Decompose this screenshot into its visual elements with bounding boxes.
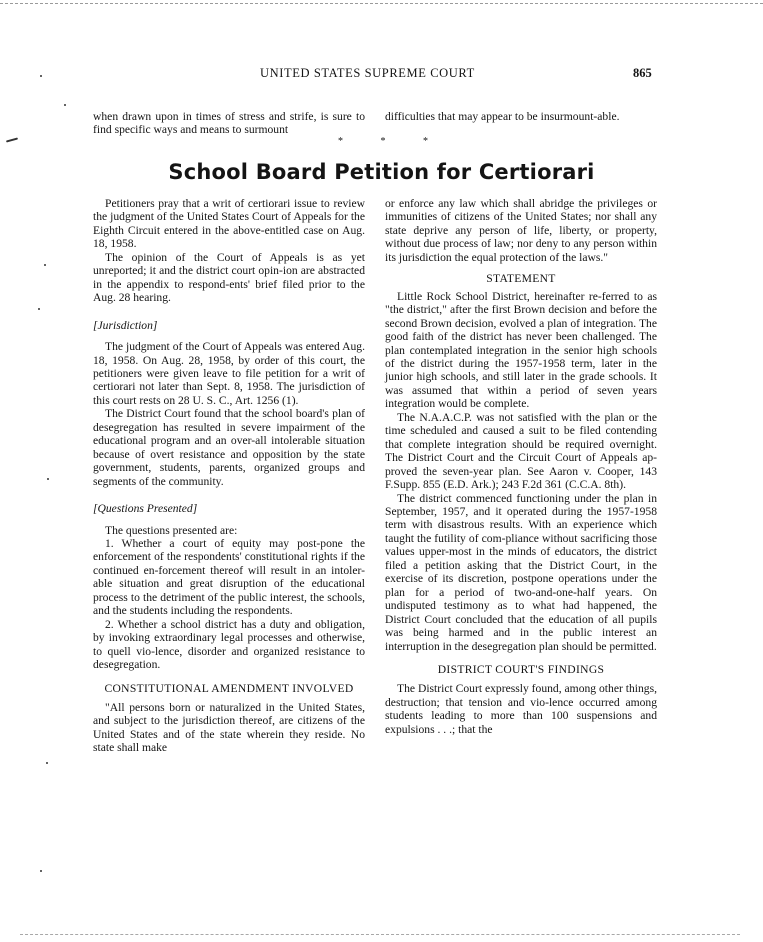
scan-mark — [6, 137, 18, 142]
scan-speck — [44, 264, 46, 266]
page-number: 865 — [633, 66, 652, 80]
paragraph: The questions presented are: — [105, 523, 238, 537]
findings-heading: DISTRICT COURT'S FINDINGS — [437, 662, 605, 676]
running-title: UNITED STATES SUPREME COURT — [260, 66, 475, 80]
jurisdiction-heading: [Jurisdiction] — [93, 318, 158, 332]
scan-speck — [47, 478, 49, 480]
bottom-dashed-border — [20, 934, 740, 935]
paragraph: Petitioners pray that a writ of certiorari issue to review the judgment of the United States Court of Appeals for the Eighth Circuit entered in the above-entitled case on Aug. 18, 1958. — [93, 197, 365, 251]
paragraph: Little Rock School District, hereinafter re-ferred to as "the district," after the first Brown decision and before the second Brown decision, evolved a plan of integration. The good faith of the district has never been challenged. The plan contemplated integration in the senior high schools of the district during the 1957-1958 term, later in the junior high schools, and still later in the grade schools. It was assumed that within a period of seven years integration would be complete. — [385, 289, 657, 411]
scan-speck — [40, 870, 42, 872]
left-column — [93, 197, 365, 755]
separator-star: * — [338, 136, 343, 147]
top-right-continuation — [385, 110, 657, 123]
paragraph: "All persons born or naturalized in the United States, and subject to the jurisdiction thereof, are citizens of the United States and of the state wherein they reside. No state shall make — [93, 700, 365, 755]
paragraph: or enforce any law which shall abridge the privileges or immunities of citizens of the United States; nor shall any state deprive any person of life, liberty, or property, without due process of law; nor deny to any person within its jurisdiction the equal protection of the laws." — [385, 197, 657, 264]
top-left-text: when drawn upon in times of stress and strife, is sure to find specific ways and means to surmount — [93, 110, 365, 137]
paragraph: The District Court found that the school board's plan of desegregation has resulted in severe impairment of the educational program and an over-all intolerable situation because of overt resistance and opposition by the state government, students, parents, organized groups and segments of the community. — [93, 407, 365, 488]
separator-star: * — [423, 136, 428, 147]
right-column — [385, 197, 657, 736]
section-separator-stars — [338, 136, 428, 147]
top-dashed-border — [0, 3, 763, 4]
questions-heading: [Questions Presented] — [93, 502, 198, 516]
scan-speck — [38, 308, 40, 310]
scan-speck — [40, 75, 42, 77]
question-item: 2. Whether a school district has a duty and obligation, by invoking extraordinary legal processes and otherwise, to quell vio-lence, disorder and organized resistance to desegregation. — [93, 617, 365, 672]
scan-speck — [46, 762, 48, 764]
top-right-text: difficulties that may appear to be insurmount-able. — [385, 110, 620, 123]
amendment-heading: CONSTITUTIONAL AMENDMENT INVOLVED — [104, 681, 354, 695]
paragraph: The N.A.A.C.P. was not satisfied with the plan or the time scheduled and caused a suit to be filed contending that complete integration should be required overnight. The District Court and the Circuit Court of Appeals ap-proved the seven-year plan. See Aaron v. Cooper, 143 F.Supp. 855 (E.D. Ark.); 243 F.2d 361 (C.C.A. 8th). — [385, 410, 657, 492]
separator-star: * — [380, 136, 386, 147]
question-item: 1. Whether a court of equity may post-pone the enforcement of the respondents' constitutional rights if the continued en-forcement thereof will result in an intoler-able situation and great disruption of the educational process to the detriment of the public interest, the schools, and the students including the respondents. — [93, 536, 365, 618]
paragraph: The judgment of the Court of Appeals was entered Aug. 18, 1958. On Aug. 28, 1958, by order of this court, the petitioners were given leave to file petition for a writ of certiorari not later than Sept. 8, 1958. The jurisdiction of this court rests on 28 U. S. C., Art. 1256 (1). — [93, 340, 365, 407]
statement-heading: STATEMENT — [486, 272, 556, 286]
paragraph: The District Court expressly found, among other things, destruction; that tension and vio-lence occurred among students leading to more than 100 suspensions and expulsions . . .; that the — [385, 682, 657, 736]
paragraph: The district commenced functioning under the plan in September, 1957, and it operated during the 1957-1958 term with disastrous results. With an experience which taught the futility of com-pliance without sacrificing those values upper-most in the minds of educators, the district filed a petition asking that the District Court, in the exercise of its discretion, postpone operations under the plan for a period of two-and-one-half years. On undisputed testimony as to what had happened, the District Court concluded that the education of all pupils was being harmed and in the public interest an interruption in the desegregation plan should be permitted. — [385, 491, 657, 653]
top-left-continuation — [93, 110, 365, 137]
paragraph: The opinion of the Court of Appeals is as yet unreported; it and the district court opin-ion are abstracted in the appendix to respond-ents' brief filed prior to the Aug. 28 hearing. — [93, 250, 365, 305]
article-title: School Board Petition for Certiorari — [168, 160, 595, 184]
scan-speck — [64, 104, 66, 106]
